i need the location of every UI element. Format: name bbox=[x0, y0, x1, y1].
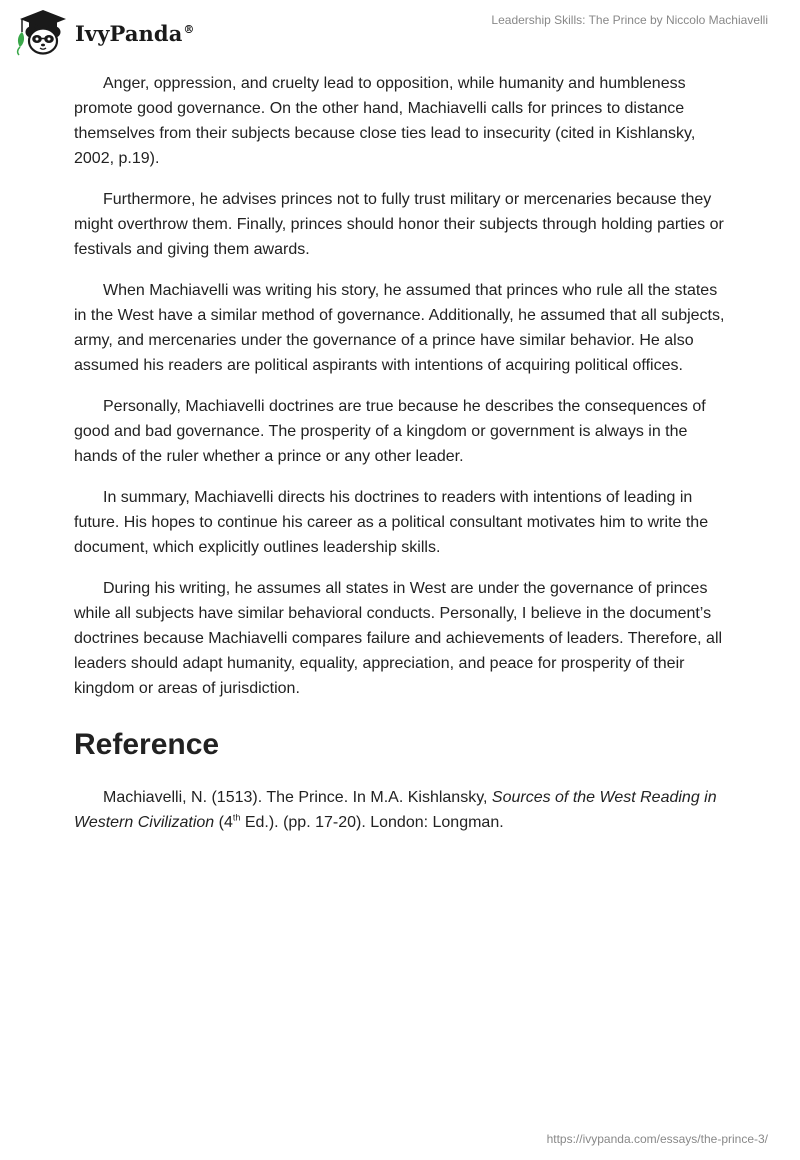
logo-wordmark bbox=[75, 21, 195, 46]
logo-text: IvyPanda bbox=[75, 20, 183, 46]
reference-edition: (4 bbox=[214, 814, 233, 831]
page-header bbox=[0, 0, 800, 70]
reference-heading: Reference bbox=[74, 728, 220, 761]
body-paragraph: When Machiavelli was writing his story, he assumed that princes who rule all the states in the West have a similar method of governance. Additionally, he assumed that all subjects, army, and mercenaries under the governance of a prince have similar behavior. He also assumed his readers are political aspirants with intentions of acquiring political offices. bbox=[74, 282, 725, 374]
reference-publication: Ed.). (pp. 17-20). London: Longman. bbox=[240, 814, 504, 831]
document-title: Leadership Skills: The Prince by Niccolo Machiavelli bbox=[491, 13, 768, 27]
body-paragraph: Anger, oppression, and cruelty lead to opposition, while humanity and humbleness promote good governance. On the other hand, Machiavelli calls for princes to distance themselves from their subjects because close ties lead to insecurity (cited in Kishlansky, 2002, p.19). bbox=[74, 75, 696, 167]
body-paragraph: Personally, Machiavelli doctrines are true because he describes the consequences of good and bad governance. The prosperity of a kingdom or government is always in the hands of the ruler whether a prince or any other leader. bbox=[74, 398, 706, 465]
essay-content bbox=[74, 71, 734, 835]
reference-entry bbox=[74, 785, 734, 835]
body-paragraph: During his writing, he assumes all states in West are under the governance of princes while all subjects have similar behavioral conducts. Personally, I believe in the document’s doctrines because Machiavelli compares failure and achievements of leaders. Therefore, all leaders should adapt humanity, equality, appreciation, and peace for prosperity of their kingdom or areas of jurisdiction. bbox=[74, 580, 723, 697]
body-paragraph: Furthermore, he advises princes not to fully trust military or mercenaries because they might overthrow them. Finally, princes should honor their subjects through holding parties or festivals and giving them awards. bbox=[74, 191, 724, 258]
panda-graduate-icon bbox=[14, 8, 72, 56]
body-paragraph: In summary, Machiavelli directs his doctrines to readers with intentions of leading in future. His hopes to continue his career as a political consultant motivates him to write the document, which explicitly outlines leadership skills. bbox=[74, 489, 709, 556]
reference-edition-suffix: th bbox=[232, 812, 241, 823]
footer-url-link[interactable]: https://ivypanda.com/essays/the-prince-3/ bbox=[546, 1132, 768, 1146]
reference-source-title: Sources of the West Reading in Western Civilization bbox=[74, 789, 717, 831]
reference-author: Machiavelli, N. (1513). The Prince. In M.A. Kishlansky, bbox=[103, 789, 492, 806]
ivypanda-logo[interactable] bbox=[14, 8, 195, 56]
registered-mark: ® bbox=[183, 22, 195, 36]
